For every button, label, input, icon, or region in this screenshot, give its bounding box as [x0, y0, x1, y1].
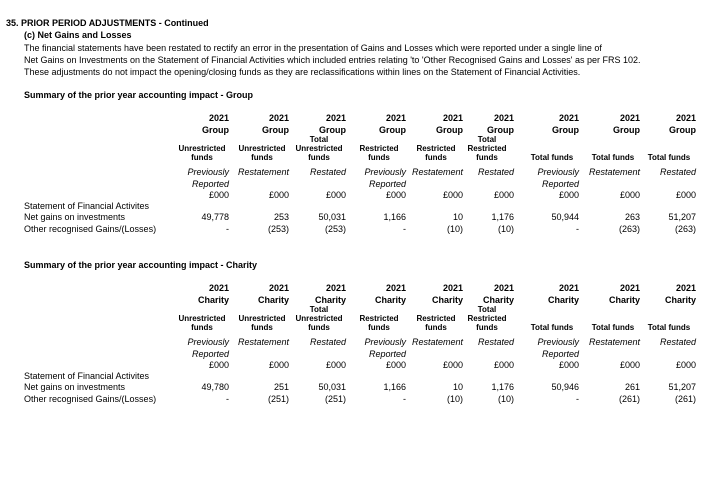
- column-year: 2021: [675, 283, 696, 293]
- table-cell: -: [576, 224, 579, 234]
- column-fund-label: Unrestricted: [178, 314, 226, 323]
- column-fund-label: Total: [477, 305, 497, 314]
- group-summary-table: [0, 88, 718, 248]
- column-year: 2021: [385, 283, 406, 293]
- column-basis: Restatement: [411, 167, 463, 177]
- table-cell: (263): [674, 224, 696, 234]
- column-unit: £000: [675, 190, 696, 200]
- table-title: Summary of the prior year accounting impact - Charity: [24, 260, 258, 270]
- row-label: Other recognised Gains/(Losses): [24, 394, 157, 404]
- table-cell: 49,778: [201, 212, 229, 222]
- column-unit: £000: [442, 190, 463, 200]
- column-unit: £000: [385, 360, 406, 370]
- table-cell: 10: [452, 212, 463, 222]
- column-year: 2021: [208, 113, 229, 123]
- column-fund-label: funds: [476, 153, 498, 162]
- column-unit: £000: [268, 190, 289, 200]
- column-entity: Group: [379, 125, 406, 135]
- column-fund-label: Total funds: [647, 323, 691, 332]
- column-unit: £000: [558, 360, 579, 370]
- column-basis: Previously: [364, 167, 406, 177]
- column-fund-label: funds: [425, 153, 447, 162]
- column-fund-label: funds: [308, 153, 330, 162]
- column-fund-label: Restricted: [416, 144, 456, 153]
- column-fund-label: funds: [476, 323, 498, 332]
- table-cell: (261): [674, 394, 696, 404]
- column-fund-label: Total: [309, 305, 329, 314]
- column-fund-label: funds: [251, 323, 273, 332]
- table-cell: (251): [324, 394, 346, 404]
- column-fund-label: Total funds: [530, 323, 574, 332]
- column-year: 2021: [208, 283, 229, 293]
- column-year: 2021: [675, 113, 696, 123]
- column-fund-label: Restricted: [416, 314, 456, 323]
- table-cell: -: [576, 394, 579, 404]
- column-entity: Group: [669, 125, 696, 135]
- section-label: Statement of Financial Activites: [24, 371, 150, 381]
- paragraph-line-2: Net Gains on Investments on the Statement of Financial Activities which included entries relating 'to 'Other Recognised Gains and Losses' as per FRS 102.: [24, 55, 641, 65]
- column-year: 2021: [493, 113, 514, 123]
- table-cell: 261: [624, 382, 640, 392]
- column-entity: Group: [552, 125, 579, 135]
- column-basis: Reported: [191, 349, 229, 359]
- column-basis: Previously: [187, 337, 229, 347]
- column-fund-label: Total funds: [591, 323, 635, 332]
- column-entity: Charity: [547, 295, 579, 305]
- column-basis: Restated: [477, 167, 514, 177]
- column-basis: Previously: [187, 167, 229, 177]
- column-fund-label: Unrestricted: [295, 144, 343, 153]
- column-fund-label: Restricted: [359, 144, 399, 153]
- table-cell: -: [403, 394, 406, 404]
- table-cell: (253): [324, 224, 346, 234]
- table-cell: 50,031: [318, 382, 346, 392]
- column-fund-label: Unrestricted: [238, 314, 286, 323]
- column-entity: Charity: [482, 295, 514, 305]
- column-fund-label: funds: [191, 153, 213, 162]
- column-entity: Group: [487, 125, 514, 135]
- column-year: 2021: [268, 283, 289, 293]
- column-basis: Previously: [364, 337, 406, 347]
- column-fund-label: Total: [309, 135, 329, 144]
- column-basis: Previously: [537, 337, 579, 347]
- column-basis: Restated: [659, 167, 696, 177]
- column-fund-label: Unrestricted: [238, 144, 286, 153]
- table-cell: (10): [497, 394, 514, 404]
- column-basis: Restatement: [237, 337, 289, 347]
- column-fund-label: funds: [191, 323, 213, 332]
- table-title: Summary of the prior year accounting impact - Group: [24, 90, 254, 100]
- column-basis: Restatement: [588, 167, 640, 177]
- column-fund-label: Restricted: [467, 144, 507, 153]
- paragraph-line-3: These adjustments do not impact the opening/closing funds as they are reclassifications within lines on the Statement of Financial Activities.: [24, 67, 581, 77]
- column-basis: Reported: [541, 179, 579, 189]
- column-entity: Charity: [257, 295, 289, 305]
- table-cell: 251: [273, 382, 289, 392]
- column-unit: £000: [493, 190, 514, 200]
- column-basis: Reported: [368, 179, 406, 189]
- table-cell: 1,176: [491, 212, 514, 222]
- section-title: 35. PRIOR PERIOD ADJUSTMENTS - Continued: [6, 18, 209, 28]
- column-fund-label: Total funds: [530, 153, 574, 162]
- table-cell: (253): [267, 224, 289, 234]
- column-unit: £000: [208, 190, 229, 200]
- column-entity: Charity: [314, 295, 346, 305]
- column-entity: Group: [202, 125, 229, 135]
- table-cell: 253: [273, 212, 289, 222]
- column-basis: Restatement: [588, 337, 640, 347]
- section-label: Statement of Financial Activites: [24, 201, 150, 211]
- column-unit: £000: [675, 360, 696, 370]
- column-year: 2021: [442, 113, 463, 123]
- table-cell: (261): [618, 394, 640, 404]
- table-cell: 50,031: [318, 212, 346, 222]
- column-fund-label: Unrestricted: [295, 314, 343, 323]
- column-entity: Group: [436, 125, 463, 135]
- column-unit: £000: [208, 360, 229, 370]
- column-fund-label: Total funds: [591, 153, 635, 162]
- table-cell: (10): [446, 394, 463, 404]
- column-entity: Charity: [608, 295, 640, 305]
- column-entity: Charity: [374, 295, 406, 305]
- column-entity: Group: [319, 125, 346, 135]
- table-cell: (10): [446, 224, 463, 234]
- column-fund-label: funds: [425, 323, 447, 332]
- row-label: Net gains on investments: [24, 382, 126, 392]
- column-basis: Reported: [541, 349, 579, 359]
- column-fund-label: Restricted: [359, 314, 399, 323]
- column-fund-label: Total: [477, 135, 497, 144]
- column-fund-label: Total funds: [647, 153, 691, 162]
- column-basis: Reported: [191, 179, 229, 189]
- table-cell: 51,207: [668, 382, 696, 392]
- column-unit: £000: [619, 360, 640, 370]
- column-unit: £000: [619, 190, 640, 200]
- column-year: 2021: [385, 113, 406, 123]
- column-year: 2021: [493, 283, 514, 293]
- column-fund-label: funds: [251, 153, 273, 162]
- column-basis: Restatement: [237, 167, 289, 177]
- table-cell: 51,207: [668, 212, 696, 222]
- column-entity: Group: [262, 125, 289, 135]
- table-cell: 50,946: [551, 382, 579, 392]
- column-basis: Restated: [309, 167, 346, 177]
- subsection-title: (c) Net Gains and Losses: [24, 30, 132, 40]
- column-entity: Charity: [197, 295, 229, 305]
- column-year: 2021: [325, 283, 346, 293]
- column-fund-label: Restricted: [467, 314, 507, 323]
- column-unit: £000: [325, 360, 346, 370]
- column-fund-label: Unrestricted: [178, 144, 226, 153]
- table-cell: (10): [497, 224, 514, 234]
- column-unit: £000: [493, 360, 514, 370]
- column-entity: Charity: [664, 295, 696, 305]
- table-cell: 263: [624, 212, 640, 222]
- table-cell: -: [226, 224, 229, 234]
- column-basis: Restated: [309, 337, 346, 347]
- table-cell: (263): [618, 224, 640, 234]
- row-label: Other recognised Gains/(Losses): [24, 224, 157, 234]
- column-unit: £000: [558, 190, 579, 200]
- table-cell: -: [403, 224, 406, 234]
- column-year: 2021: [619, 283, 640, 293]
- column-unit: £000: [442, 360, 463, 370]
- table-cell: 50,944: [551, 212, 579, 222]
- column-unit: £000: [268, 360, 289, 370]
- column-unit: £000: [385, 190, 406, 200]
- table-cell: 10: [452, 382, 463, 392]
- column-entity: Group: [613, 125, 640, 135]
- column-unit: £000: [325, 190, 346, 200]
- table-cell: (251): [267, 394, 289, 404]
- column-year: 2021: [558, 113, 579, 123]
- column-fund-label: funds: [308, 323, 330, 332]
- column-basis: Restatement: [411, 337, 463, 347]
- column-basis: Restated: [477, 337, 514, 347]
- table-cell: 1,166: [383, 212, 406, 222]
- table-cell: 1,166: [383, 382, 406, 392]
- column-fund-label: funds: [368, 323, 390, 332]
- charity-summary-table: [0, 258, 718, 418]
- column-basis: Previously: [537, 167, 579, 177]
- column-year: 2021: [268, 113, 289, 123]
- column-fund-label: funds: [368, 153, 390, 162]
- table-cell: -: [226, 394, 229, 404]
- table-cell: 49,780: [201, 382, 229, 392]
- table-cell: 1,176: [491, 382, 514, 392]
- paragraph-line-1: The financial statements have been restated to rectify an error in the presentation of Gains and Losses which were reported under a single line of: [24, 43, 602, 53]
- column-year: 2021: [442, 283, 463, 293]
- column-entity: Charity: [431, 295, 463, 305]
- column-year: 2021: [325, 113, 346, 123]
- column-basis: Restated: [659, 337, 696, 347]
- column-year: 2021: [558, 283, 579, 293]
- row-label: Net gains on investments: [24, 212, 126, 222]
- column-basis: Reported: [368, 349, 406, 359]
- column-year: 2021: [619, 113, 640, 123]
